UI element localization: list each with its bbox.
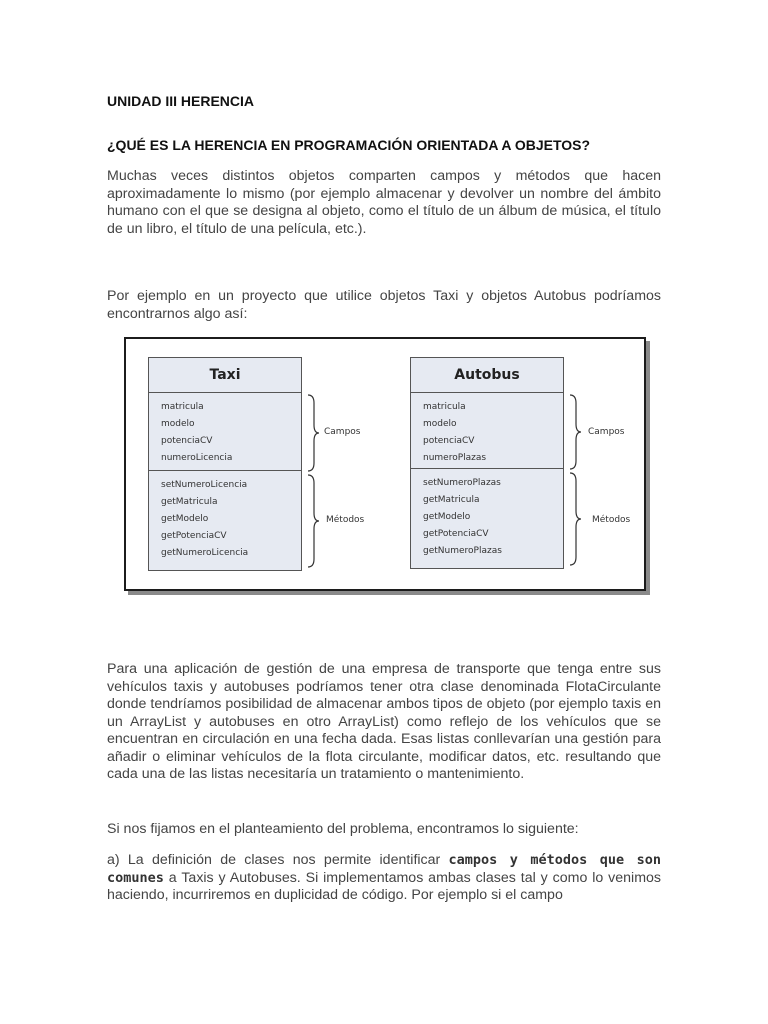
taxi-method: getMatricula [161,497,218,507]
autobus-field: numeroPlazas [423,453,487,463]
point-a-bold: campos y métodos que son comunes [107,852,661,886]
paragraph-point-a [107,852,661,905]
paragraph-flota: Para una aplicación de gestión de una empresa de transporte que tenga entre sus vehículos taxis y autobuses podríamos tener otra clase denominada FlotaCirculante donde tendríamos posibilidad de almacenar ambos tipos de objeto (por ejemplo taxis en un ArrayList y autobuses en otro ArrayList) como reflejo de los vehículos que se encuentran en circulación en una fecha dada. Esas listas conllevarían una gestión para añadir o eliminar vehículos de la flota circulante, modificar datos, etc. resultando que cada una de las listas necesitaría un tratamiento o mantenimiento. [107,661,661,782]
autobus-metodos-label: Métodos [592,515,631,525]
taxi-method: getModelo [161,514,209,524]
taxi-methods [149,471,301,562]
taxi-method: setNumeroLicencia [161,480,248,490]
autobus-method: getNumeroPlazas [423,546,502,556]
taxi-metodos-label: Métodos [326,515,365,525]
section-question: ¿QUÉ ES LA HERENCIA EN PROGRAMACIÓN ORIENTADA A OBJETOS? [107,137,591,153]
paragraph-example: Por ejemplo en un proyecto que utilice objetos Taxi y objetos Autobus podríamos encontrarnos algo así: [107,288,661,322]
taxi-method: getNumeroLicencia [161,548,249,558]
point-a-suffix: a Taxis y Autobuses. Si implementamos ambas clases tal y como lo venimos haciendo, incurriremos en duplicidad de código. Por ejemplo si el campo [107,869,661,903]
autobus-method: getPotenciaCV [423,529,489,539]
paragraph-observation: Si nos fijamos en el planteamiento del problema, encontramos lo siguiente: [107,821,579,837]
class-diagram-figure [124,337,646,591]
taxi-fields-brace-icon [306,393,320,473]
autobus-methods-brace-icon [568,471,582,567]
taxi-class-title: Taxi [149,358,301,393]
autobus-field: potenciaCV [423,436,475,446]
autobus-method: getModelo [423,512,471,522]
unit-heading: UNIDAD III HERENCIA [107,93,255,109]
autobus-campos-label: Campos [588,427,625,437]
autobus-method: getMatricula [423,495,480,505]
taxi-campos-label: Campos [324,427,361,437]
autobus-fields-brace-icon [568,393,582,471]
autobus-field: matricula [423,402,466,412]
autobus-methods [411,469,563,560]
autobus-class-box [410,357,564,569]
paragraph-intro: Muchas veces distintos objetos comparten campos y métodos que hacen aproximadamente lo mismo (por ejemplo almacenar y devolver un nombre del ámbito humano con el que se designa al objeto, como el título de un álbum de música, el título de un libro, el título de una película, etc.). [107,168,661,237]
taxi-field: modelo [161,419,195,429]
point-a-prefix: a) La definición de clases nos permite identificar [107,852,449,868]
taxi-field: potenciaCV [161,436,213,446]
autobus-fields [411,393,563,469]
taxi-fields [149,393,301,471]
taxi-method: getPotenciaCV [161,531,227,541]
taxi-class-box [148,357,302,571]
taxi-methods-brace-icon [306,473,320,569]
taxi-field: numeroLicencia [161,453,233,463]
taxi-field: matricula [161,402,204,412]
autobus-class-title: Autobus [411,358,563,393]
autobus-field: modelo [423,419,457,429]
autobus-method: setNumeroPlazas [423,478,501,488]
